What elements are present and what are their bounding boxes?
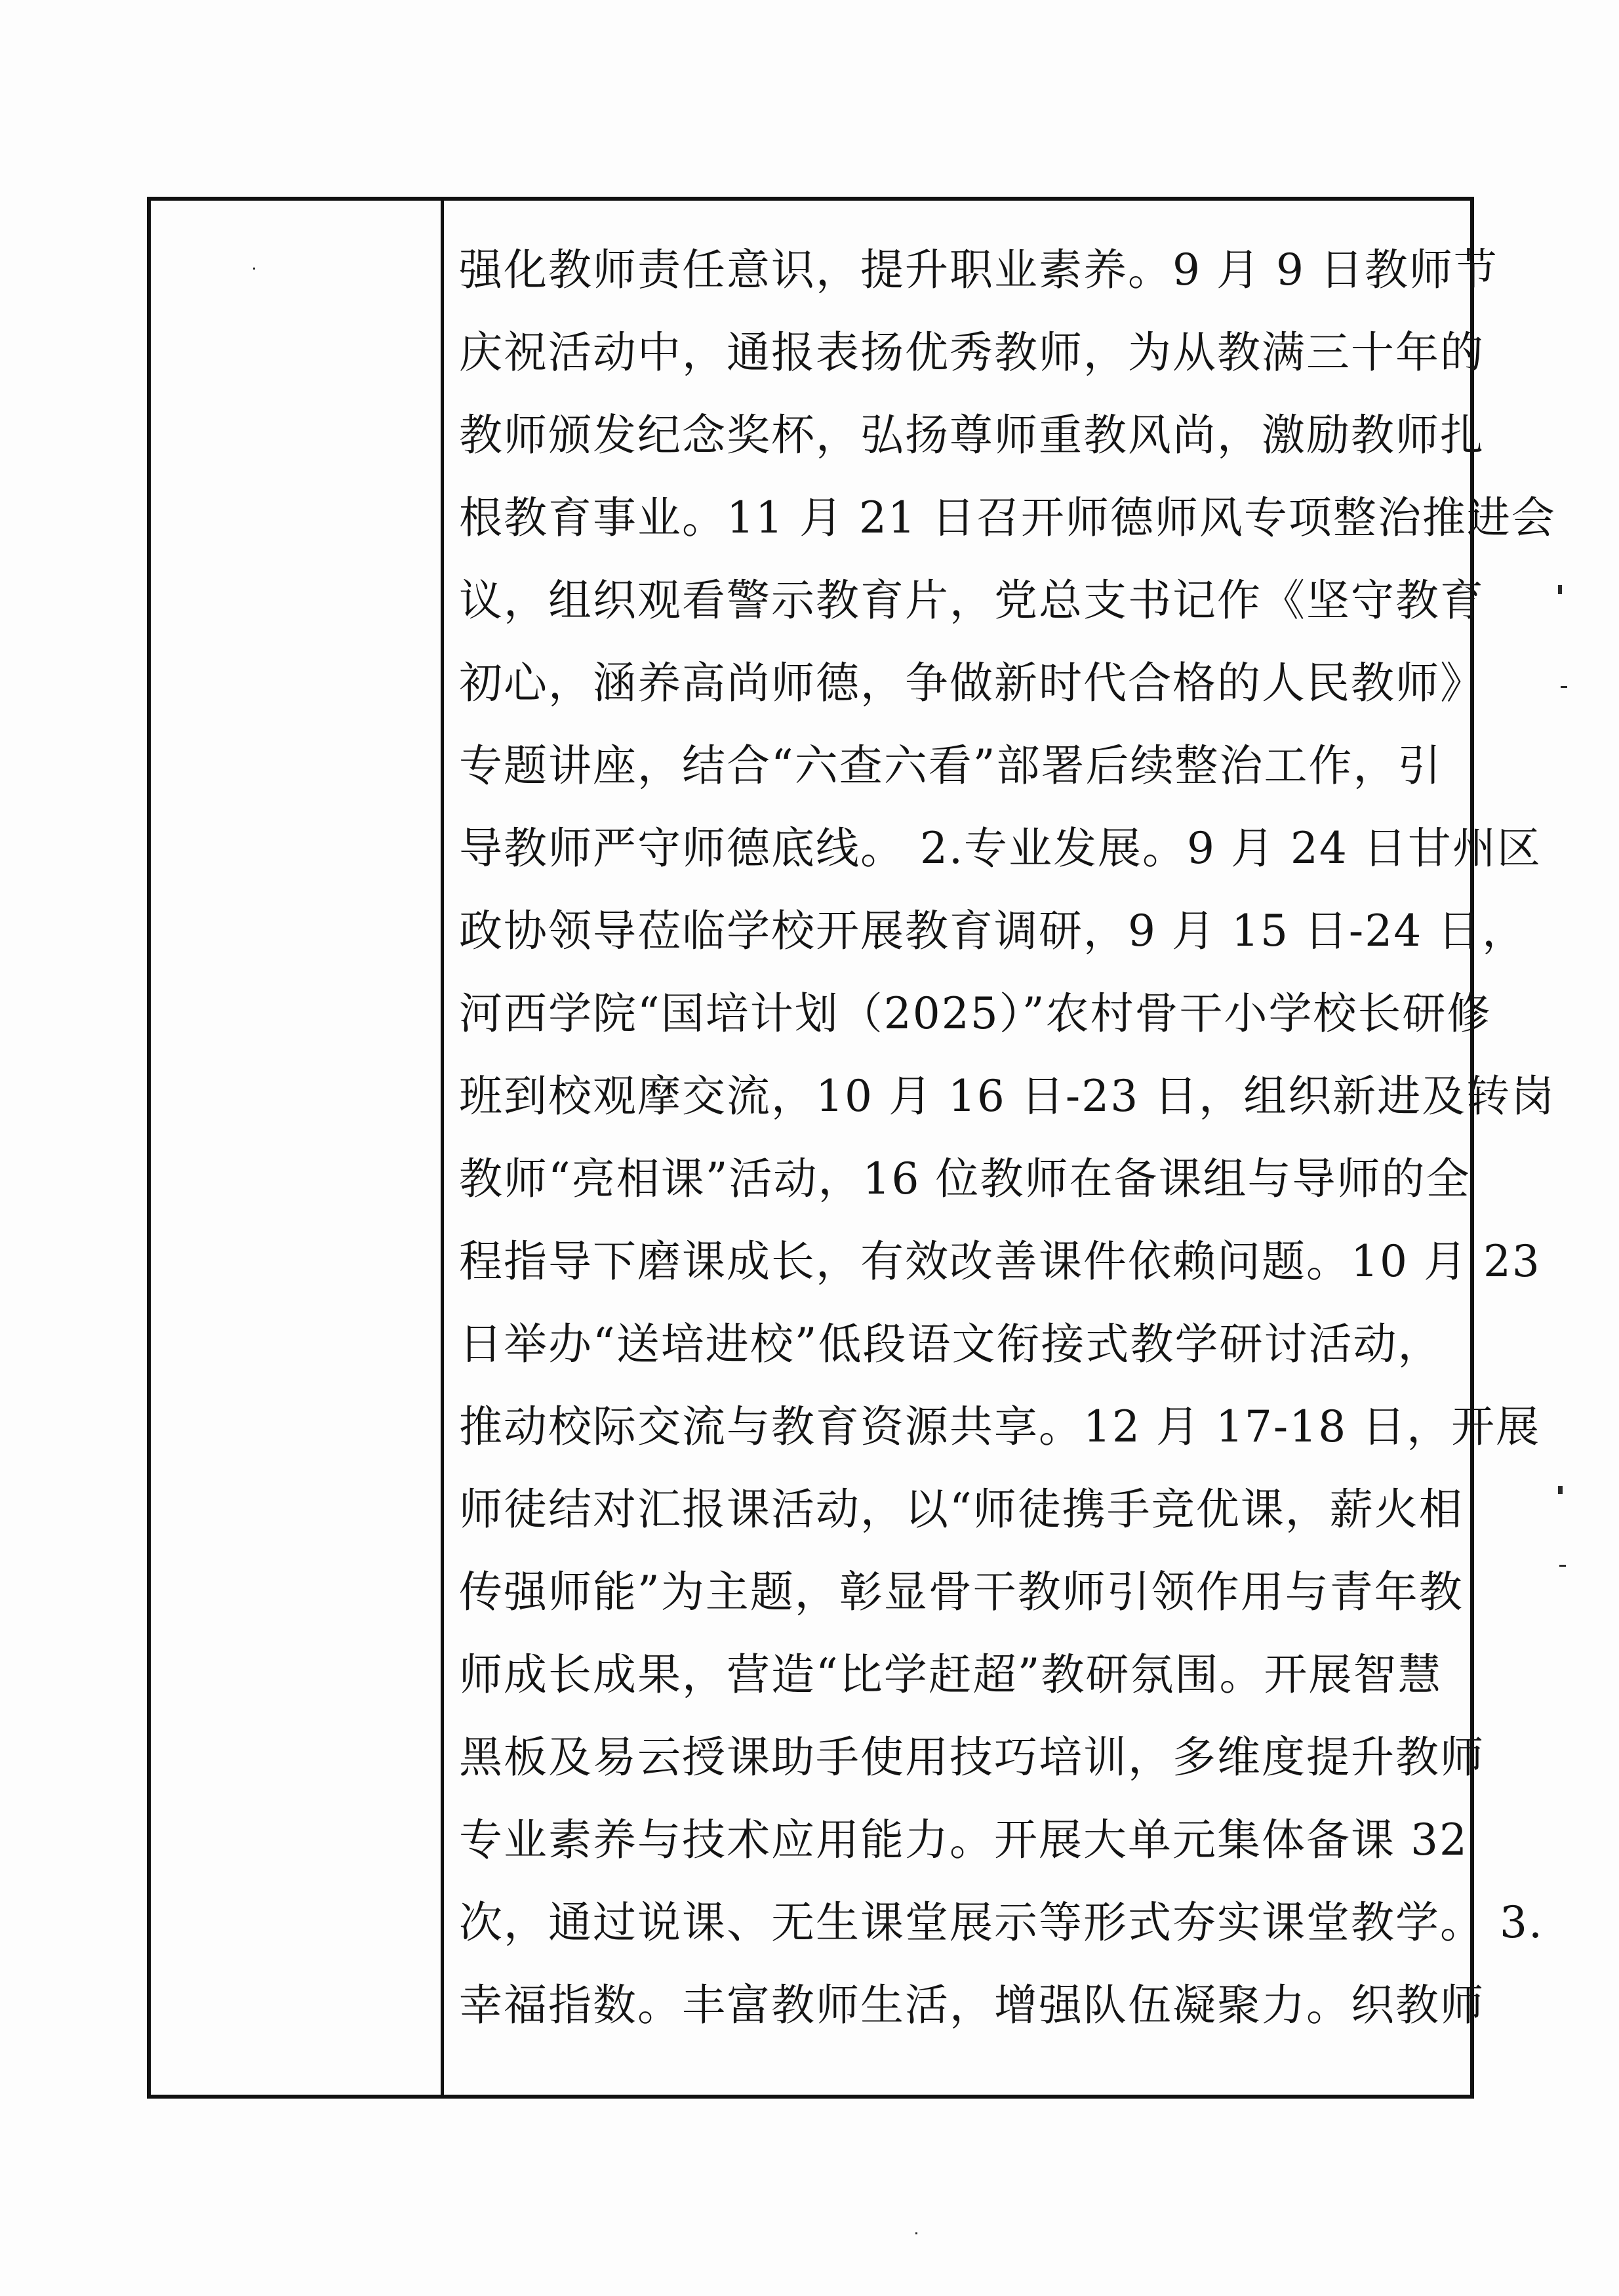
text-line: 强化教师责任意识，提升职业素养。9 月 9 日教师节 xyxy=(459,245,1498,295)
text-line: 教师颁发纪念奖杯，弘扬尊师重教风尚，激励教师扎 xyxy=(459,410,1485,460)
text-line: 传强师能”为主题，彰显骨干教师引领作用与青年教 xyxy=(459,1567,1464,1617)
text-line: 程指导下磨课成长，有效改善课件依赖问题。10 月 23 xyxy=(459,1236,1541,1287)
content-cell xyxy=(459,201,1556,2095)
text-line: 专题讲座，结合“六查六看”部署后续整治工作，引 xyxy=(459,740,1443,791)
scan-speck xyxy=(915,2232,917,2234)
column-divider xyxy=(441,201,444,2095)
scan-speck xyxy=(1559,1565,1566,1567)
scan-speck xyxy=(1558,1486,1563,1494)
text-line: 政协领导莅临学校开展教育调研，9 月 15 日-24 日， xyxy=(459,906,1527,956)
text-line: 次，通过说课、无生课堂展示等形式夯实课堂教学。 3. xyxy=(459,1897,1544,1948)
text-line: 导教师严守师德底线。 2.专业发展。9 月 24 日甘州区 xyxy=(459,823,1542,874)
scan-speck xyxy=(1558,585,1562,594)
text-line: 河西学院“国培计划（2025）”农村骨干小学校长研修 xyxy=(459,988,1492,1039)
text-line: 班到校观摩交流，10 月 16 日-23 日，组织新进及转岗 xyxy=(459,1071,1556,1121)
text-line: 推动校际交流与教育资源共享。12 月 17-18 日，开展 xyxy=(459,1401,1541,1452)
text-line: 议，组织观看警示教育片，党总支书记作《坚守教育 xyxy=(459,575,1485,626)
text-line: 师徒结对汇报课活动，以“师徒携手竞优课，薪火相 xyxy=(459,1484,1464,1535)
text-line: 黑板及易云授课助手使用技巧培训，多维度提升教师 xyxy=(459,1732,1485,1782)
text-line: 幸福指数。丰富教师生活，增强队伍凝聚力。织教师 xyxy=(459,1980,1485,2030)
text-line: 庆祝活动中，通报表扬优秀教师，为从教满三十年的 xyxy=(459,327,1485,378)
text-line: 日举办“送培进校”低段语文衔接式教学研讨活动， xyxy=(459,1319,1443,1369)
scan-speck xyxy=(1561,686,1567,688)
text-line: 教师“亮相课”活动，16 位教师在备课组与导师的全 xyxy=(459,1154,1471,1204)
text-line: 专业素养与技术应用能力。开展大单元集体备课 32 xyxy=(459,1815,1468,1865)
text-line: 初心，涵养高尚师德，争做新时代合格的人民教师》 xyxy=(459,658,1485,708)
report-table xyxy=(147,197,1556,2099)
text-line: 根教育事业。11 月 21 日召开师德师风专项整治推进会 xyxy=(459,493,1556,543)
text-line: 师成长成果，营造“比学赶超”教研氛围。开展智慧 xyxy=(459,1649,1443,1700)
scan-speck xyxy=(253,268,255,270)
